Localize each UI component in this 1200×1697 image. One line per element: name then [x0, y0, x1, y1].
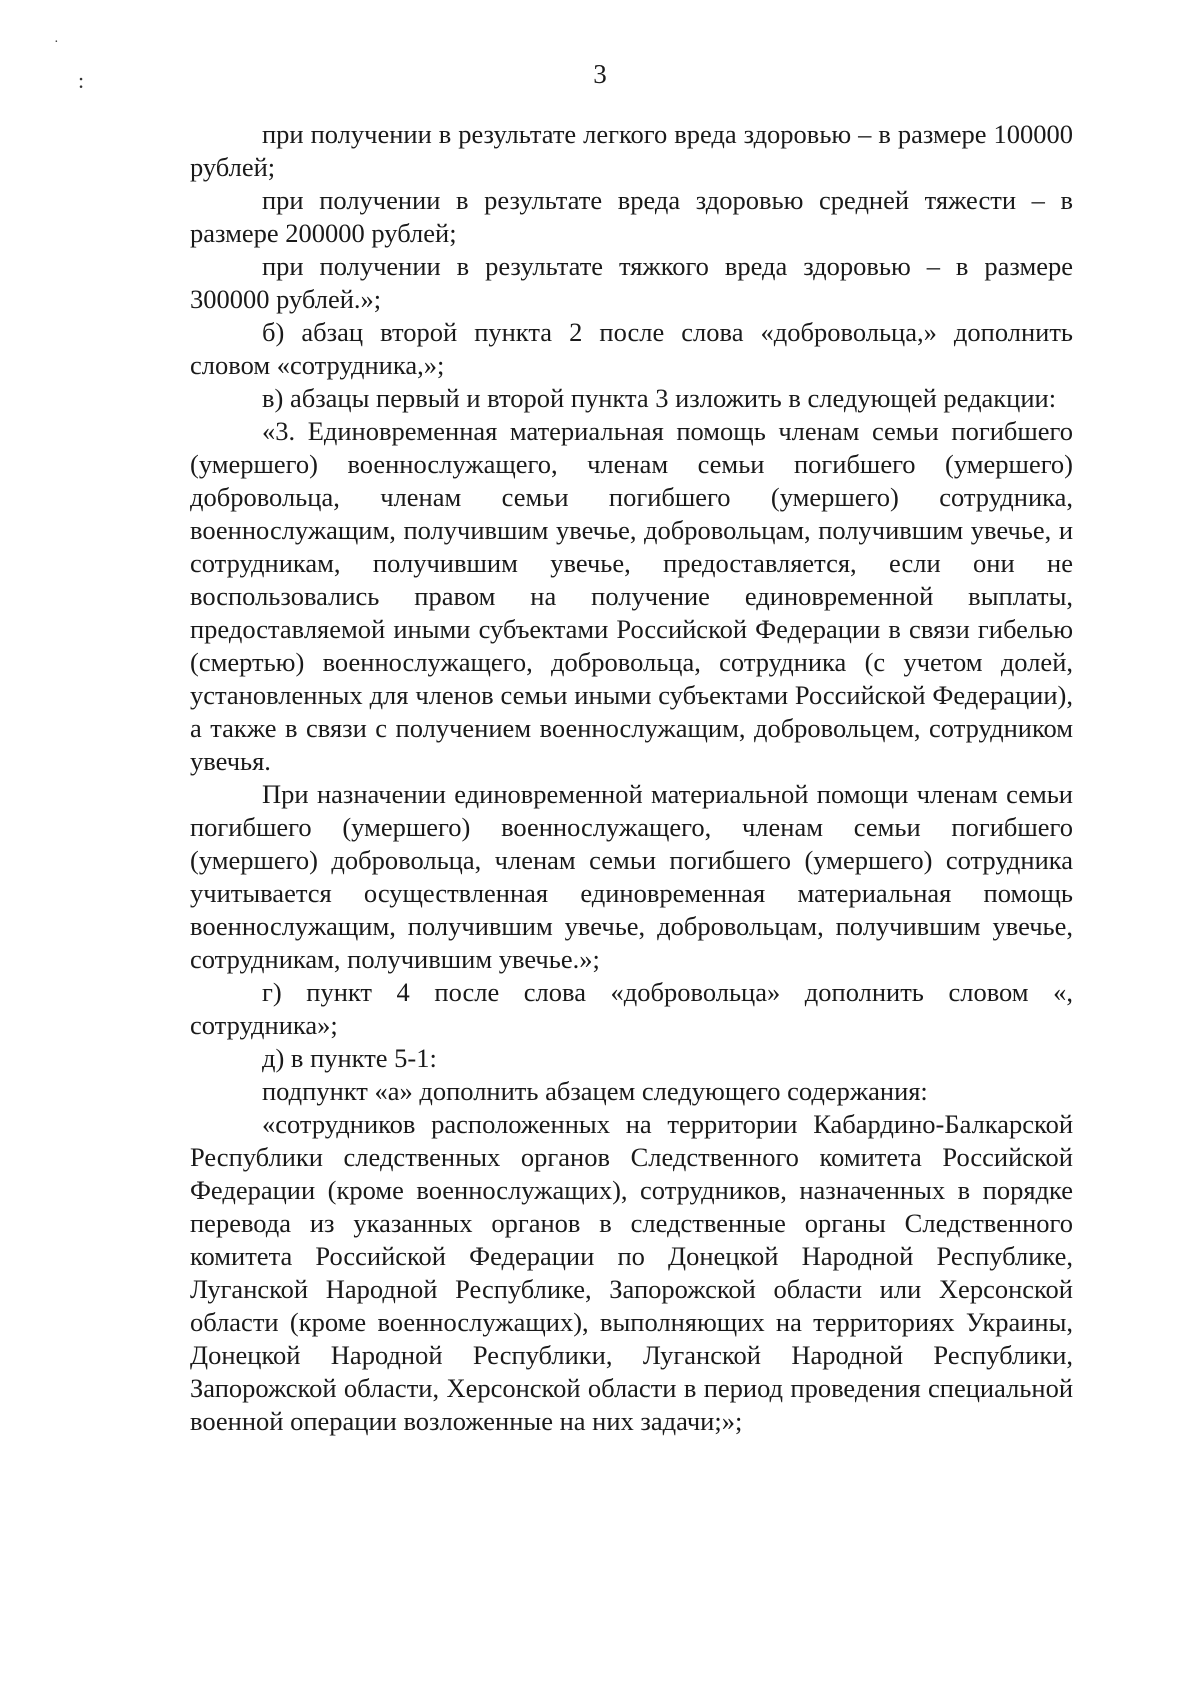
- paragraph-amendment-b: б) абзац второй пункта 2 после слова «добровольца,» дополнить словом «сотрудника,»;: [190, 317, 1073, 380]
- paragraph-severe-harm: при получении в результате тяжкого вреда здоровью – в размере 300000 рублей.»;: [190, 251, 1073, 314]
- paragraph-amendment-d: д) в пункте 5-1:: [262, 1043, 437, 1073]
- paragraph-subpoint-a: подпункт «а» дополнить абзацем следующего содержания:: [262, 1076, 928, 1106]
- paragraph-point-3-second: При назначении единовременной материальной помощи членам семьи погибшего (умершего) военнослужащего, членам семьи погибшего (умершего) добровольца, членам семьи погибшего (умершего) сотрудника учитывается осуществленная единовременная материальная помощь военнослужащим, получившим увечье, добровольцам, получившим увечье, сотрудникам, получившим увечье.»;: [190, 779, 1073, 974]
- margin-colon-mark: :: [78, 68, 85, 93]
- paragraph-amendment-v: в) абзацы первый и второй пункта 3 изложить в следующей редакции:: [262, 383, 1057, 413]
- page-number: 3: [593, 59, 607, 89]
- document-body: [190, 118, 1073, 1438]
- paragraph-medium-harm: при получении в результате вреда здоровью средней тяжести – в размере 200000 рублей;: [190, 185, 1073, 248]
- paragraph-light-harm: при получении в результате легкого вреда здоровью – в размере 100000 рублей;: [190, 119, 1073, 182]
- paragraph-amendment-g: г) пункт 4 после слова «добровольца» дополнить словом «, сотрудника»;: [190, 977, 1073, 1040]
- margin-dot-mark: ·: [54, 35, 59, 50]
- paragraph-point-3-first: «3. Единовременная материальная помощь членам семьи погибшего (умершего) военнослужащего, членам семьи погибшего (умершего) добровольца, членам семьи погибшего (умершего) сотрудника, военнослужащим, получившим увечье, добровольцам, получившим увечье, и сотрудникам, получившим увечье, предоставляется, если они не воспользовались правом на получение единовременной выплаты, предоставляемой иными субъектами Российской Федерации в связи гибелью (смертью) военнослужащего, добровольца, сотрудника (с учетом долей, установленных для членов семьи иными субъектами Российской Федерации), а также в связи с получением военнослужащим, добровольцем, сотрудником увечья.: [190, 416, 1073, 776]
- paragraph-new-abzac: «сотрудников расположенных на территории Кабардино-Балкарской Республики следственных органов Следственного комитета Российской Федерации (кроме военнослужащих), сотрудников, назначенных в порядке перевода из указанных органов в следственные органы Следственного комитета Российской Федерации по Донецкой Народной Республике, Луганской Народной Республике, Запорожской области или Херсонской области (кроме военнослужащих), выполняющих на территориях Украины, Донецкой Народной Республики, Луганской Народной Республики, Запорожской области, Херсонской области в период проведения специальной военной операции возложенные на них задачи;»;: [190, 1109, 1073, 1436]
